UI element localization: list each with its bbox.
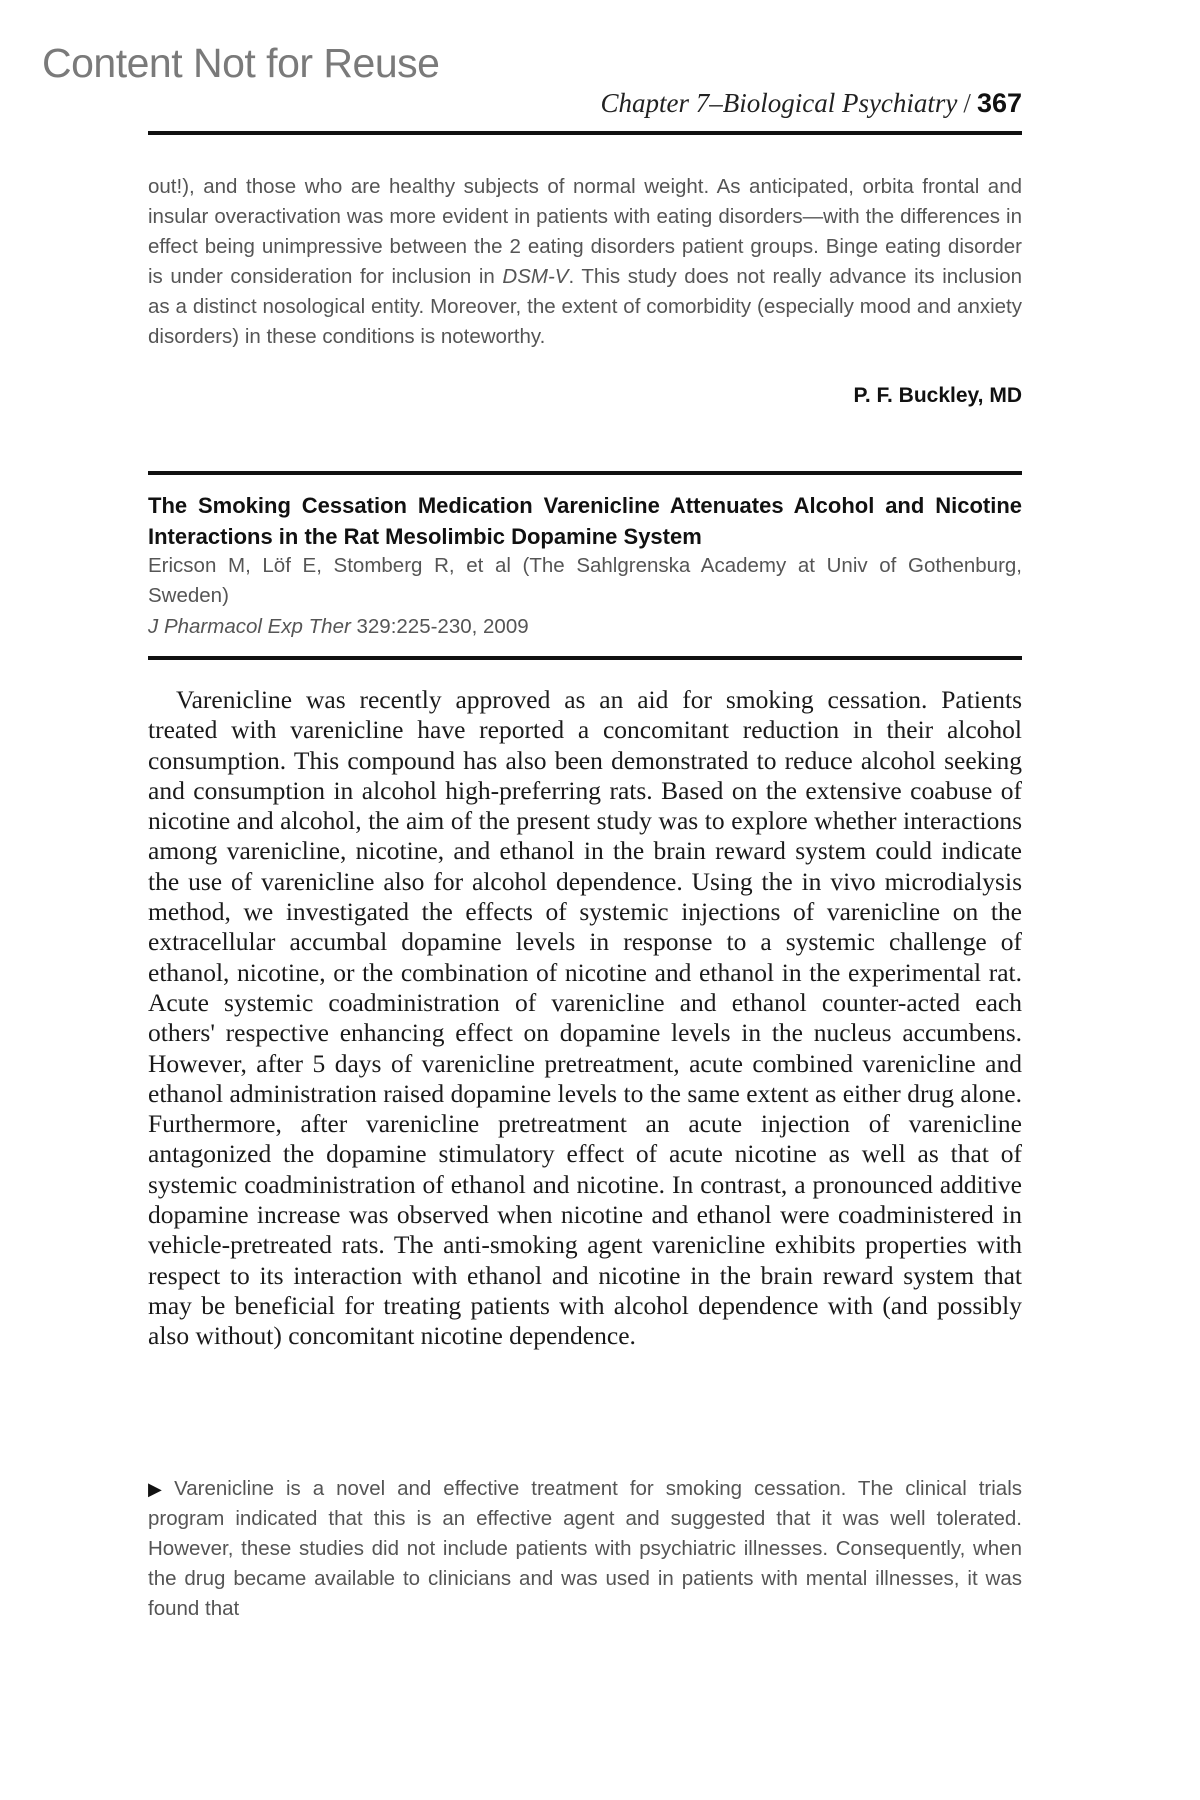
citation [148,612,1022,642]
abstract: Varenicline was recently approved as an aid for smoking cessation. Patients treated with varenicline have reported a concomitant reduction in their alcohol consumption. This compound has also been demonstrated to reduce alcohol seeking and consumption in alcohol high-preferring rats. Based on the extensive coabuse of nicotine and alcohol, the aim of the present study was to explore whether interactions among varenicline, nicotine, and ethanol in the brain reward system could indicate the use of varenicline also for alcohol dependence. Using the in vivo microdialysis method, we investigated the effects of systemic injections of varenicline on the extracellular accumbal dopamine levels in response to a systemic challenge of ethanol, nicotine, or the combination of nicotine and ethanol in the experimental rat. Acute systemic coadministration of varenicline and ethanol counter-acted each others' respective enhancing effect on dopamine levels in the nucleus accumbens. However, after 5 days of varenicline pretreatment, acute combined varenicline and ethanol administration raised dopamine levels to the same extent as either drug alone. Furthermore, after varenicline pretreatment an acute injection of varenicline antagonized the dopamine stimulatory effect of acute nicotine as well as that of systemic coadministration of ethanol and nicotine. In contrast, a pronounced additive dopamine increase was observed when nicotine and ethanol were coadministered in vehicle-pretreated rats. The anti-smoking agent varenicline exhibits properties with respect to its interaction with ethanol and nicotine in the brain reward system that may be beneficial for treating patients with alcohol dependence with (and possibly also without) concomitant nicotine dependence. [148,685,1022,1351]
header-rule [148,131,1022,135]
article-bottom-rule [148,656,1022,660]
watermark: Content Not for Reuse [42,40,440,86]
journal-name: J Pharmacol Exp Ther [148,615,351,638]
comment-text: out!), and those who are healthy subjects of normal weight. As anticipated, orbita frontal and insular overactivation was more evident in patients with eating disorders—with the differences in effect being unimpressive between the 2 eating disorders patient groups. Binge eating disorder is under consideration for inclusion in [148,175,1022,288]
comment-text-cont: . This study does not really advance its inclusion as a distinct nosological entity. Moreover, the extent of comorbidity (especially mood and anxiety disorders) in these conditions is noteworthy. [148,265,1023,348]
arrow-right-icon: ▶ [148,1479,169,1499]
citation-details: 329:225-230, 2009 [350,615,529,638]
previous-comment [148,172,1022,352]
authors: Ericson M, Löf E, Stomberg R, et al (The Sahlgrenska Academy at Univ of Gothenburg, Sweden) [148,554,1022,607]
article-top-rule [148,471,1022,475]
dsm-italic: DSM-V [502,265,569,288]
separator: / [963,88,971,118]
page-number: 367 [976,88,1022,118]
article-title: The Smoking Cessation Medication Varenicline Attenuates Alcohol and Nicotine Interactions in the Rat Mesolimbic Dopamine System [148,493,1022,549]
running-head [600,88,1022,119]
signature: P. F. Buckley, MD [853,384,1022,407]
chapter-title: Chapter 7–Biological Psychiatry [600,88,958,118]
commentary-text: Varenicline is a novel and effective treatment for smoking cessation. The clinical trials program indicated that this is an effective agent and suggested that it was well tolerated. However, these studies did not include patients with psychiatric illnesses. Consequently, when the drug became available to clinicians and was used in patients with mental illnesses, it was found that [148,1477,1023,1620]
commentary [148,1474,1022,1624]
